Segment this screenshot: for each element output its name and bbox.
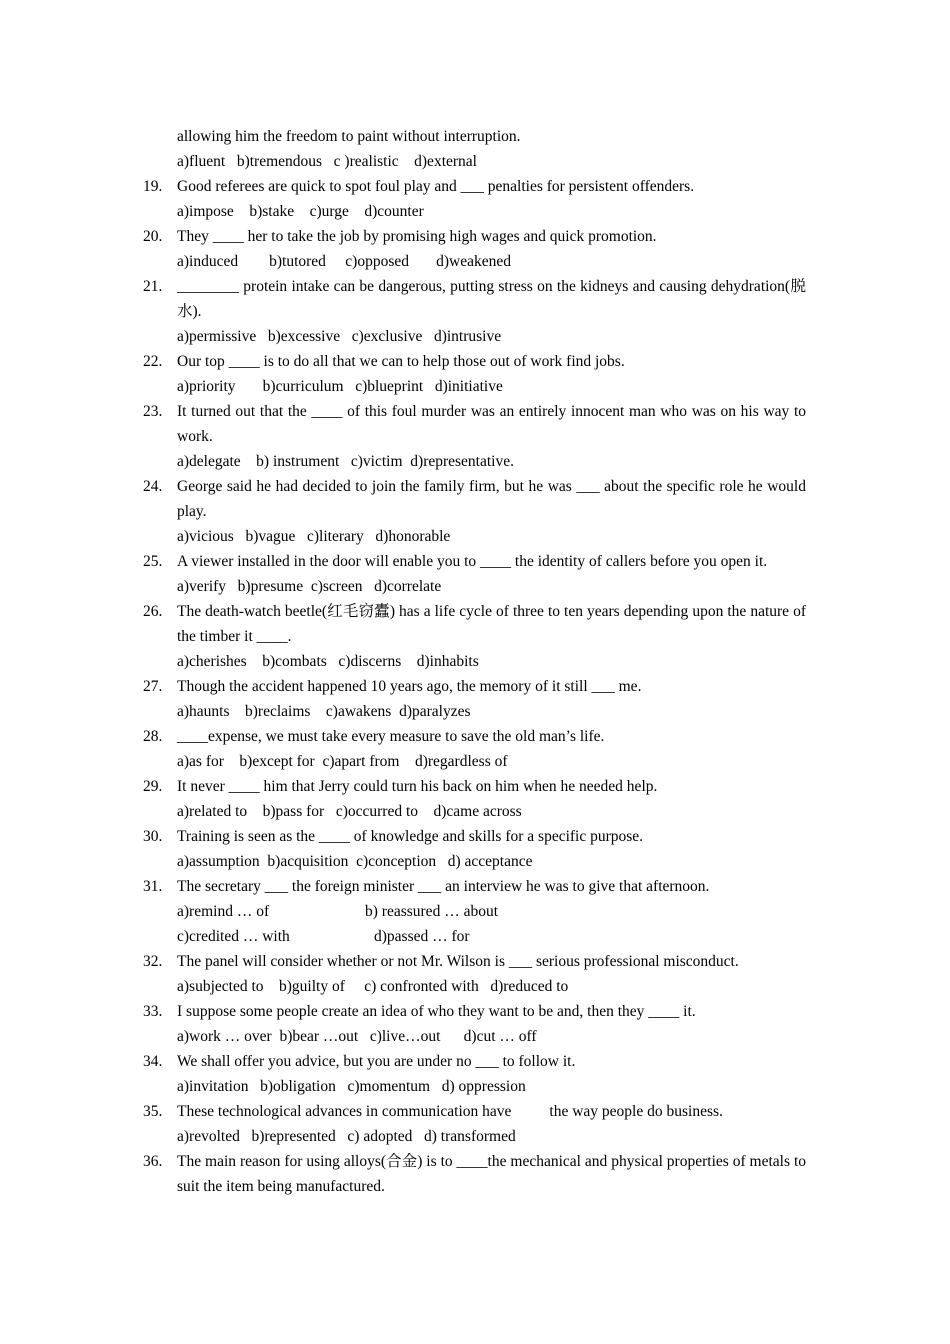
question-item [143,949,806,999]
question-stem: The main reason for using alloys(合金) is to ____the mechanical and physical properties of metals to suit the item being manufactured. [177,1153,806,1195]
question-options: a)vicious b)vague c)literary d)honorable [177,528,451,545]
question-number: 19. [143,178,163,195]
question-stem: Though the accident happened 10 years ago, the memory of it still ___ me. [177,678,642,695]
question-options: a)as for b)except for c)apart from d)regardless of [177,753,508,770]
question-options: a)verify b)presume c)screen d)correlate [177,578,442,595]
question-item [143,599,806,674]
question-options: a)permissive b)excessive c)exclusive d)intrusive [177,328,502,345]
question-item [143,349,806,399]
question-options: a)impose b)stake c)urge d)counter [177,203,424,220]
question-stem: I suppose some people create an idea of who they want to be and, then they ____ it. [177,1003,696,1020]
question-options: a)assumption b)acquisition c)conception d) acceptance [177,853,533,870]
question-item [143,999,806,1049]
question-stem: They ____ her to take the job by promising high wages and quick promotion. [177,228,657,245]
question-stem: The death-watch beetle(红毛窃蠹) has a life cycle of three to ten years depending upon the nature of the timber it ____. [177,603,806,645]
question-options: a)work … over b)bear …out c)live…out d)cut … off [177,1028,537,1045]
question-item [143,1049,806,1099]
question-item [143,399,806,474]
question-number: 26. [143,603,163,620]
question-item [143,474,806,549]
question-stem: ____expense, we must take every measure to save the old man’s life. [177,728,605,745]
question-options: a)cherishes b)combats c)discerns d)inhabits [177,653,479,670]
question-stem: We shall offer you advice, but you are under no ___ to follow it. [177,1053,576,1070]
option-d: d)passed … for [374,928,470,945]
question-stem: Good referees are quick to spot foul play and ___ penalties for persistent offenders. [177,178,695,195]
question-number: 31. [143,878,163,895]
question-options [143,924,806,949]
question-number: 32. [143,953,163,970]
question-stem: It turned out that the ____ of this foul murder was an entirely innocent man who was on his way to work. [177,403,806,445]
question-stem: Our top ____ is to do all that we can to help those out of work find jobs. [177,353,625,370]
question-number: 29. [143,778,163,795]
question-stem-before: These technological advances in communication have [177,1103,512,1120]
question-number: 24. [143,478,163,495]
question-stem: The secretary ___ the foreign minister ___ an interview he was to give that afternoon. [177,878,710,895]
question-stem: The panel will consider whether or not Mr. Wilson is ___ serious professional misconduct. [177,953,739,970]
question-item [143,674,806,724]
question-stem: It never ____ him that Jerry could turn his back on him when he needed help. [177,778,658,795]
question-item [143,274,806,349]
question-number: 30. [143,828,163,845]
question-stem: George said he had decided to join the family firm, but he was ___ about the specific role he would play. [177,478,806,520]
question-number: 25. [143,553,163,570]
question-stem: Training is seen as the ____ of knowledge and skills for a specific purpose. [177,828,644,845]
question-item [143,874,806,949]
question-18-options: a)fluent b)tremendous c )realistic d)external [177,153,477,170]
question-18-stem-continuation: allowing him the freedom to paint without interruption. [177,128,521,145]
question-options: a)invitation b)obligation c)momentum d) oppression [177,1078,526,1095]
option-c: c)credited … with [177,928,290,945]
question-options: a)delegate b) instrument c)victim d)representative. [177,453,514,470]
question-options [143,899,806,924]
question-item [143,1099,806,1149]
question-number: 33. [143,1003,163,1020]
question-options: a)revolted b)represented c) adopted d) transformed [177,1128,516,1145]
question-item [143,549,806,599]
question-number: 20. [143,228,163,245]
question-item [143,1149,806,1199]
question-item [143,774,806,824]
question-number: 28. [143,728,163,745]
question-stem: A viewer installed in the door will enable you to ____ the identity of callers before you open it. [177,553,768,570]
question-item [143,174,806,224]
question-number: 35. [143,1103,163,1120]
option-a: a)remind … of [177,903,270,920]
question-item [143,724,806,774]
question-number: 34. [143,1053,163,1070]
question-options: a)related to b)pass for c)occurred to d)came across [177,803,522,820]
option-b: b) reassured … about [365,903,498,920]
question-item [143,824,806,874]
question-number: 22. [143,353,163,370]
question-options: a)priority b)curriculum c)blueprint d)initiative [177,378,503,395]
question-number: 36. [143,1153,163,1170]
question-options: a)induced b)tutored c)opposed d)weakened [177,253,511,270]
question-number: 21. [143,278,163,295]
question-options: a)haunts b)reclaims c)awakens d)paralyzes [177,703,471,720]
question-stem-after: the way people do business. [549,1103,723,1120]
question-options: a)subjected to b)guilty of c) confronted with d)reduced to [177,978,569,995]
question-number: 23. [143,403,163,420]
question-stem: ________ protein intake can be dangerous, putting stress on the kidneys and causing dehydration(脱水). [177,278,806,320]
question-list [143,124,806,1199]
question-number: 27. [143,678,163,695]
question-item [143,224,806,274]
